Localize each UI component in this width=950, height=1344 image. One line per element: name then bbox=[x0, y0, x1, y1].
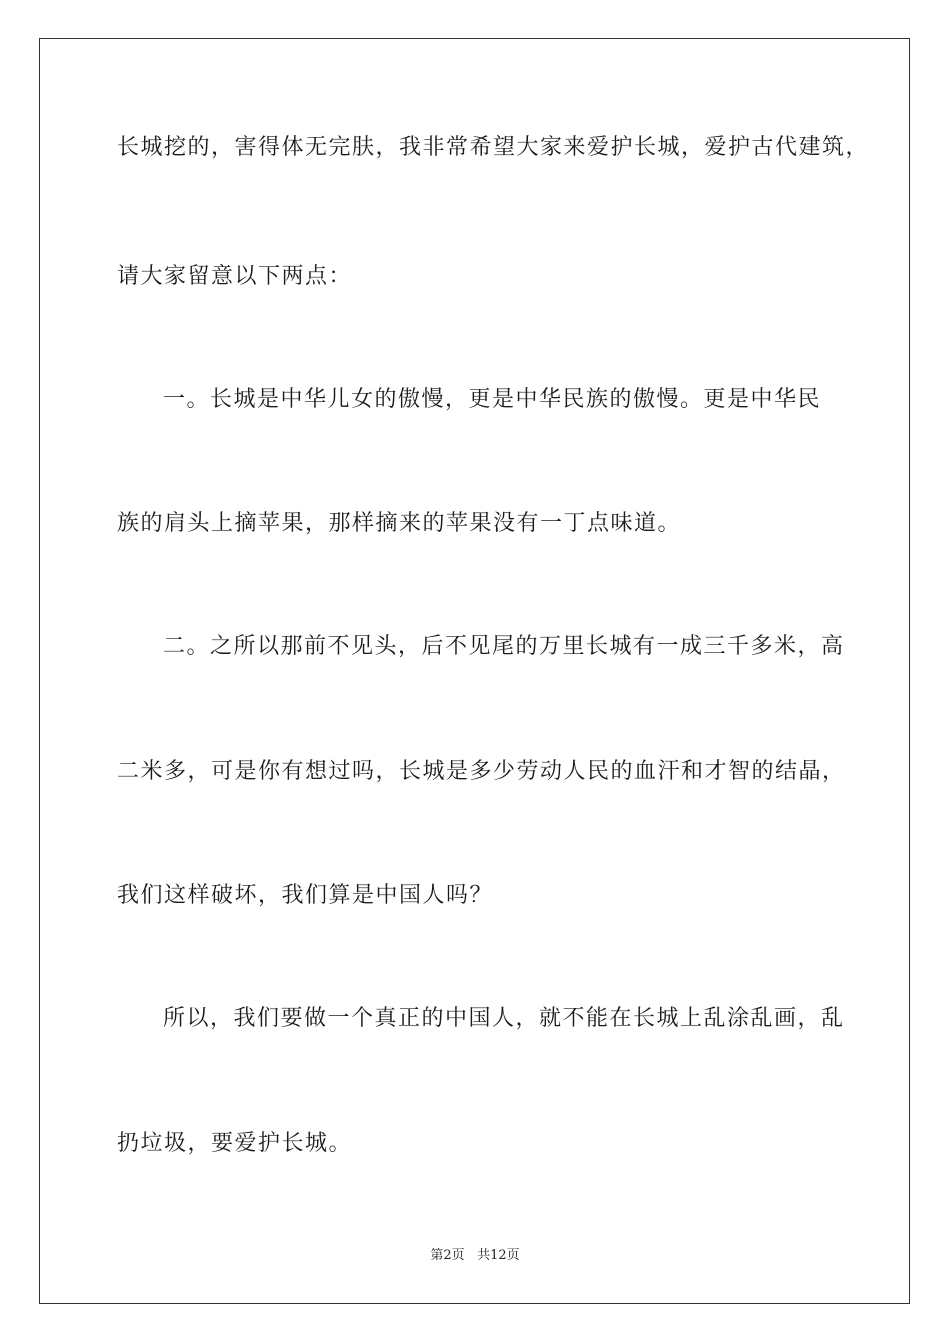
text-line-9: 扔垃圾，要爱护长城。 bbox=[117, 1131, 353, 1156]
text-line-3: 一。长城是中华儿女的傲慢，更是中华民族的傲慢。更是中华民 bbox=[163, 387, 822, 412]
text-line-4: 族的肩头上摘苹果，那样摘来的苹果没有一丁点味道。 bbox=[117, 511, 682, 536]
text-line-2: 请大家留意以下两点： bbox=[117, 264, 353, 289]
text-line-5: 二。之所以那前不见头，后不见尾的万里长城有一成三千多米，高 bbox=[163, 634, 845, 659]
page-total: 共12页 bbox=[477, 1248, 520, 1263]
text-line-6: 二米多，可是你有想过吗，长城是多少劳动人民的血汗和才智的结晶， bbox=[117, 759, 846, 784]
page-border bbox=[39, 38, 910, 1304]
page-number: 第2页 bbox=[430, 1248, 465, 1263]
text-line-1: 长城挖的，害得体无完肤，我非常希望大家来爱护长城，爱护古代建筑， bbox=[117, 135, 870, 160]
text-line-7: 我们这样破坏，我们算是中国人吗？ bbox=[117, 883, 494, 908]
text-line-8: 所以，我们要做一个真正的中国人，就不能在长城上乱涂乱画，乱 bbox=[163, 1006, 845, 1031]
page-footer bbox=[0, 1247, 950, 1265]
